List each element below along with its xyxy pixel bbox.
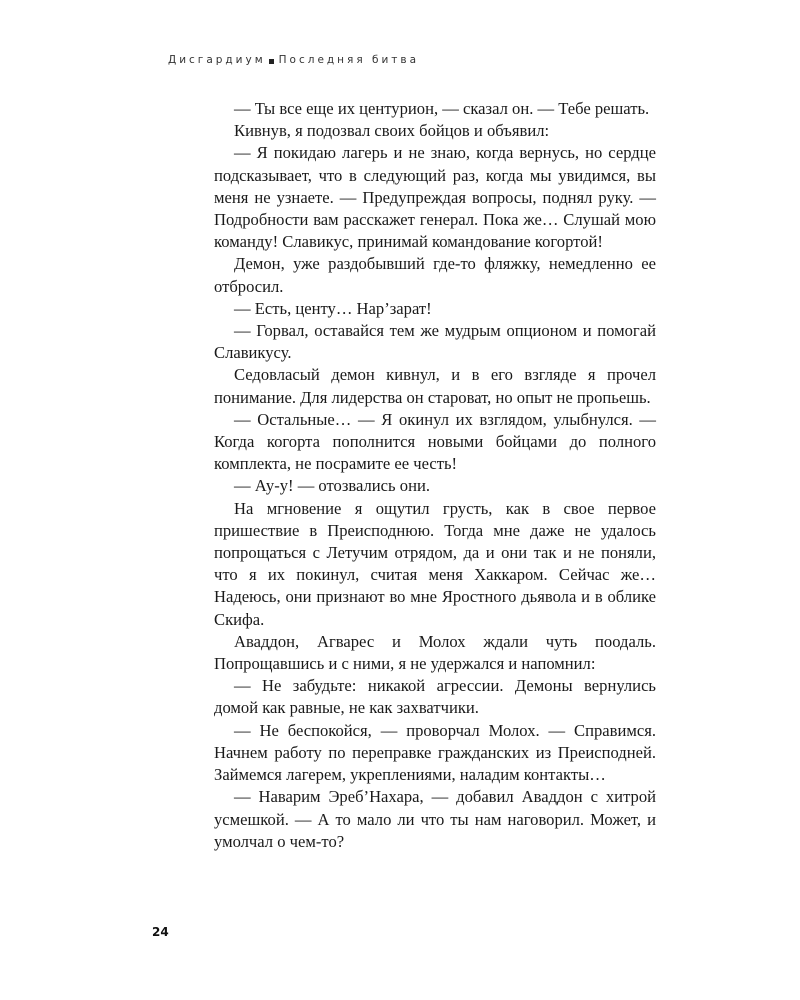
paragraph: Аваддон, Агварес и Молох ждали чуть поодаль. Попрощавшись и с ними, я не удержался и напомнил:: [214, 631, 656, 674]
paragraph: Седовласый демон кивнул, и в его взгляде я прочел понимание. Для лидерства он староват, но опыт не пропьешь.: [214, 365, 656, 407]
paragraph: На мгновение я ощутил грусть, как в свое первое пришествие в Преисподнюю. Тогда мне даже не удалось попрощаться с Летучим отрядом, да и они так и не поняли, что я их покинул, считая меня Хаккаром. Сейчас же… Надеюсь, они признают во мне Яростного дьявола и в облике Скифа.: [214, 498, 656, 629]
running-header: [168, 54, 419, 66]
paragraph: — Наварим Эреб’Нахара, — добавил Аваддон с хитрой усмешкой. — А то мало ли что ты нам наговорил. Может, и умолчал о чем-то?: [214, 787, 656, 851]
paragraph: — Ау-у! — отозвались они.: [234, 476, 430, 496]
paragraph: — Не забудьте: никакой агрессии. Демоны вернулись домой как равные, не как захватчики.: [214, 676, 656, 718]
page-number: 24: [152, 925, 169, 939]
paragraph: — Я покидаю лагерь и не знаю, когда вернусь, но сердце подсказывает, что в следующий раз, когда мы увидимся, вы меня не узнаете. — Предупреждая вопросы, поднял руку. — Подробности вам расскажет генерал. Пока же… Слушай мою команду! Славикус, принимай командование когортой!: [214, 143, 656, 252]
paragraph: — Горвал, оставайся тем же мудрым опционом и помогай Славикусу.: [214, 321, 656, 363]
paragraph: — Остальные… — Я окинул их взглядом, улыбнулся. — Когда когорта пополнится новыми бойцами до полного комплекта, не посрамите ее честь!: [214, 409, 656, 474]
header-title: Последняя битва: [278, 54, 420, 66]
paragraph: — Ты все еще их центурион, — сказал он. — Тебе решать.: [234, 99, 650, 118]
paragraph: — Не беспокойся, — проворчал Молох. — Справимся. Начнем работу по переправке гражданских из Преисподней. Займемся лагерем, укреплениями, наладим контакты…: [214, 720, 656, 785]
paragraph: Демон, уже раздобывший где-то фляжку, немедленно ее отбросил.: [214, 254, 656, 296]
paragraph: — Есть, центу… Нар’зарат!: [234, 298, 432, 318]
header-series: Дисгардиум: [168, 54, 266, 66]
paragraph: Кивнув, я подозвал своих бойцов и объявил:: [234, 121, 550, 141]
body-text: [214, 98, 656, 853]
header-separator-icon: [269, 59, 274, 64]
